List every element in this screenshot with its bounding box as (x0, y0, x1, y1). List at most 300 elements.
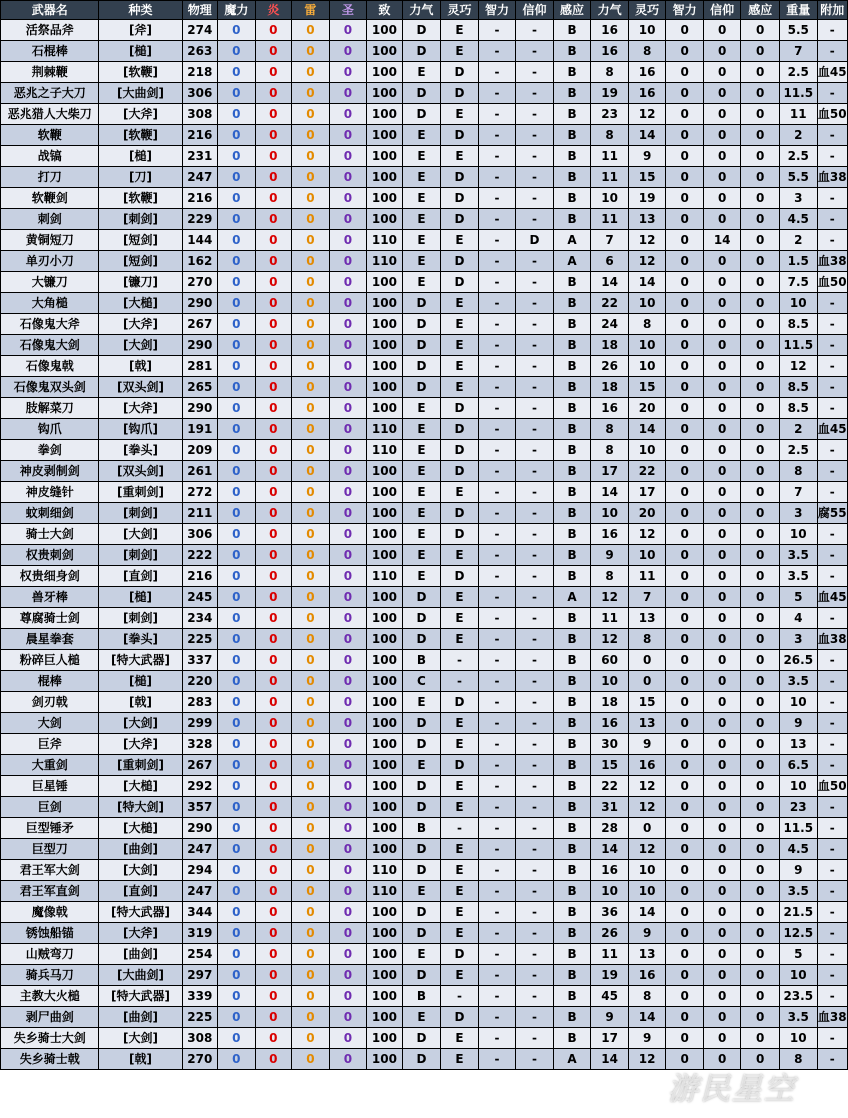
cell-s-str: D (402, 335, 441, 356)
cell-s-arc: B (553, 1028, 591, 1049)
table-row (1, 650, 848, 671)
cell-s-str: D (402, 608, 441, 629)
cell-s-arc: B (553, 83, 591, 104)
cell-r-dex: 20 (628, 503, 666, 524)
cell-lightning: 0 (292, 440, 330, 461)
cell-s-str: D (402, 314, 441, 335)
cell-type: [拳头] (99, 440, 182, 461)
cell-extra: 血50 (817, 104, 847, 125)
cell-r-arc: 0 (741, 797, 780, 818)
cell-holy: 0 (329, 587, 367, 608)
cell-s-fai: - (516, 923, 554, 944)
cell-phys: 339 (182, 986, 218, 1007)
cell-name: 山贼弯刀 (1, 944, 99, 965)
cell-r-arc: 0 (741, 671, 780, 692)
table-row (1, 503, 848, 524)
cell-holy: 0 (329, 692, 367, 713)
cell-s-int: - (478, 692, 516, 713)
cell-magic: 0 (218, 608, 256, 629)
cell-s-int: - (478, 902, 516, 923)
cell-r-str: 10 (591, 881, 629, 902)
cell-r-fai: 0 (703, 1007, 741, 1028)
cell-r-dex: 14 (628, 272, 666, 293)
cell-s-dex: E (441, 377, 479, 398)
cell-crit: 100 (367, 482, 403, 503)
cell-type: [大槌] (99, 818, 182, 839)
cell-magic: 0 (218, 587, 256, 608)
cell-r-arc: 0 (741, 272, 780, 293)
cell-s-fai: - (516, 503, 554, 524)
cell-weight: 8.5 (779, 377, 817, 398)
cell-extra: - (817, 545, 847, 566)
cell-extra: - (817, 734, 847, 755)
cell-s-dex: D (441, 461, 479, 482)
cell-fire: 0 (255, 503, 292, 524)
cell-s-arc: B (553, 167, 591, 188)
cell-name: 大重剑 (1, 755, 99, 776)
cell-crit: 100 (367, 629, 403, 650)
cell-s-int: - (478, 965, 516, 986)
cell-extra: - (817, 608, 847, 629)
cell-r-arc: 0 (741, 20, 780, 41)
cell-magic: 0 (218, 818, 256, 839)
cell-r-int: 0 (666, 83, 704, 104)
cell-s-int: - (478, 377, 516, 398)
cell-name: 打刀 (1, 167, 99, 188)
cell-phys: 290 (182, 818, 218, 839)
cell-magic: 0 (218, 923, 256, 944)
cell-s-str: D (402, 1049, 441, 1070)
cell-r-fai: 0 (703, 440, 741, 461)
table-row (1, 314, 848, 335)
cell-extra: - (817, 125, 847, 146)
cell-r-int: 0 (666, 377, 704, 398)
cell-extra: - (817, 20, 847, 41)
cell-s-int: - (478, 713, 516, 734)
cell-type: [重刺剑] (99, 755, 182, 776)
cell-phys: 162 (182, 251, 218, 272)
cell-r-str: 36 (591, 902, 629, 923)
cell-type: [戟] (99, 356, 182, 377)
cell-s-fai: - (516, 608, 554, 629)
cell-r-int: 0 (666, 734, 704, 755)
cell-name: 荆棘鞭 (1, 62, 99, 83)
cell-extra: 血45 (817, 419, 847, 440)
cell-r-int: 0 (666, 902, 704, 923)
cell-fire: 0 (255, 671, 292, 692)
table-row (1, 902, 848, 923)
cell-phys: 247 (182, 839, 218, 860)
cell-r-str: 26 (591, 356, 629, 377)
cell-r-str: 26 (591, 923, 629, 944)
cell-magic: 0 (218, 755, 256, 776)
cell-name: 失乡骑士大剑 (1, 1028, 99, 1049)
cell-r-dex: 17 (628, 482, 666, 503)
cell-r-dex: 12 (628, 104, 666, 125)
cell-s-arc: B (553, 293, 591, 314)
cell-holy: 0 (329, 20, 367, 41)
cell-s-fai: - (516, 461, 554, 482)
table-row (1, 41, 848, 62)
cell-holy: 0 (329, 797, 367, 818)
cell-holy: 0 (329, 440, 367, 461)
cell-r-str: 11 (591, 944, 629, 965)
cell-s-str: E (402, 503, 441, 524)
column-header-s-arc: 感应 (553, 1, 591, 20)
cell-name: 剥尸曲剑 (1, 1007, 99, 1028)
cell-weight: 5.5 (779, 167, 817, 188)
cell-holy: 0 (329, 314, 367, 335)
cell-s-arc: B (553, 671, 591, 692)
cell-name: 石像鬼大剑 (1, 335, 99, 356)
cell-holy: 0 (329, 398, 367, 419)
cell-holy: 0 (329, 482, 367, 503)
cell-name: 巨斧 (1, 734, 99, 755)
cell-s-str: B (402, 818, 441, 839)
cell-r-fai: 0 (703, 797, 741, 818)
cell-s-arc: A (553, 251, 591, 272)
table-row (1, 230, 848, 251)
cell-s-int: - (478, 419, 516, 440)
cell-s-arc: B (553, 986, 591, 1007)
cell-crit: 100 (367, 1049, 403, 1070)
cell-holy: 0 (329, 713, 367, 734)
cell-r-dex: 10 (628, 881, 666, 902)
column-header-r-arc: 感应 (741, 1, 780, 20)
cell-crit: 100 (367, 902, 403, 923)
cell-r-dex: 19 (628, 188, 666, 209)
cell-magic: 0 (218, 335, 256, 356)
cell-holy: 0 (329, 965, 367, 986)
cell-name: 失乡骑士戟 (1, 1049, 99, 1070)
table-header (1, 1, 848, 20)
cell-r-dex: 10 (628, 356, 666, 377)
cell-r-dex: 15 (628, 377, 666, 398)
cell-s-dex: E (441, 965, 479, 986)
cell-s-str: E (402, 251, 441, 272)
cell-r-dex: 14 (628, 125, 666, 146)
cell-crit: 100 (367, 125, 403, 146)
cell-s-str: D (402, 965, 441, 986)
cell-crit: 100 (367, 986, 403, 1007)
cell-extra: 血38 (817, 629, 847, 650)
cell-s-dex: D (441, 944, 479, 965)
cell-s-fai: - (516, 545, 554, 566)
table-row (1, 692, 848, 713)
table-row (1, 398, 848, 419)
cell-s-str: D (402, 41, 441, 62)
cell-crit: 100 (367, 209, 403, 230)
cell-fire: 0 (255, 230, 292, 251)
cell-s-str: D (402, 839, 441, 860)
table-row (1, 251, 848, 272)
cell-r-str: 16 (591, 524, 629, 545)
cell-type: [大曲剑] (99, 965, 182, 986)
cell-s-int: - (478, 104, 516, 125)
cell-holy: 0 (329, 902, 367, 923)
cell-s-fai: - (516, 146, 554, 167)
cell-crit: 100 (367, 839, 403, 860)
cell-r-int: 0 (666, 587, 704, 608)
cell-phys: 290 (182, 398, 218, 419)
cell-weight: 3 (779, 503, 817, 524)
cell-s-fai: - (516, 566, 554, 587)
cell-r-int: 0 (666, 230, 704, 251)
cell-s-dex: - (441, 671, 479, 692)
cell-r-fai: 0 (703, 1028, 741, 1049)
cell-s-dex: D (441, 167, 479, 188)
cell-extra: - (817, 818, 847, 839)
cell-r-fai: 0 (703, 41, 741, 62)
cell-r-fai: 0 (703, 524, 741, 545)
cell-r-dex: 12 (628, 797, 666, 818)
cell-s-int: - (478, 293, 516, 314)
cell-crit: 110 (367, 230, 403, 251)
cell-s-str: E (402, 461, 441, 482)
cell-weight: 23 (779, 797, 817, 818)
cell-weight: 3.5 (779, 671, 817, 692)
cell-r-fai: 0 (703, 356, 741, 377)
cell-r-int: 0 (666, 776, 704, 797)
cell-r-str: 18 (591, 377, 629, 398)
cell-s-str: D (402, 860, 441, 881)
cell-r-fai: 0 (703, 587, 741, 608)
cell-r-fai: 0 (703, 20, 741, 41)
cell-r-dex: 22 (628, 461, 666, 482)
cell-r-fai: 0 (703, 125, 741, 146)
cell-r-fai: 0 (703, 419, 741, 440)
cell-phys: 225 (182, 629, 218, 650)
cell-phys: 299 (182, 713, 218, 734)
cell-holy: 0 (329, 188, 367, 209)
cell-r-str: 45 (591, 986, 629, 1007)
cell-s-arc: B (553, 566, 591, 587)
cell-name: 魔像戟 (1, 902, 99, 923)
cell-r-dex: 12 (628, 776, 666, 797)
cell-s-str: B (402, 650, 441, 671)
cell-s-dex: D (441, 692, 479, 713)
cell-r-arc: 0 (741, 902, 780, 923)
cell-s-dex: E (441, 146, 479, 167)
cell-r-arc: 0 (741, 692, 780, 713)
cell-holy: 0 (329, 545, 367, 566)
cell-s-arc: B (553, 314, 591, 335)
cell-s-int: - (478, 797, 516, 818)
cell-r-str: 8 (591, 440, 629, 461)
cell-r-str: 11 (591, 209, 629, 230)
cell-weight: 5 (779, 944, 817, 965)
cell-r-str: 14 (591, 839, 629, 860)
cell-r-fai: 0 (703, 503, 741, 524)
cell-s-fai: - (516, 881, 554, 902)
cell-r-int: 0 (666, 104, 704, 125)
cell-phys: 357 (182, 797, 218, 818)
cell-s-int: - (478, 83, 516, 104)
cell-magic: 0 (218, 167, 256, 188)
cell-r-int: 0 (666, 146, 704, 167)
table-row (1, 923, 848, 944)
cell-lightning: 0 (292, 587, 330, 608)
cell-lightning: 0 (292, 608, 330, 629)
cell-type: [直剑] (99, 566, 182, 587)
cell-s-str: D (402, 293, 441, 314)
cell-extra: 血50 (817, 776, 847, 797)
cell-phys: 191 (182, 419, 218, 440)
cell-type: [软鞭] (99, 188, 182, 209)
cell-lightning: 0 (292, 797, 330, 818)
cell-phys: 225 (182, 1007, 218, 1028)
cell-magic: 0 (218, 650, 256, 671)
cell-magic: 0 (218, 1028, 256, 1049)
cell-type: [大斧] (99, 923, 182, 944)
cell-r-int: 0 (666, 650, 704, 671)
table-row (1, 1007, 848, 1028)
cell-r-int: 0 (666, 692, 704, 713)
cell-extra: 血50 (817, 272, 847, 293)
table-row (1, 566, 848, 587)
cell-phys: 216 (182, 125, 218, 146)
cell-r-int: 0 (666, 272, 704, 293)
cell-fire: 0 (255, 314, 292, 335)
table-row (1, 167, 848, 188)
cell-r-str: 8 (591, 62, 629, 83)
cell-r-arc: 0 (741, 230, 780, 251)
cell-s-str: E (402, 188, 441, 209)
cell-r-str: 12 (591, 587, 629, 608)
column-header-type: 种类 (99, 1, 182, 20)
cell-s-dex: E (441, 1049, 479, 1070)
cell-s-arc: B (553, 524, 591, 545)
cell-r-dex: 12 (628, 251, 666, 272)
cell-name: 巨型刀 (1, 839, 99, 860)
cell-name: 拳剑 (1, 440, 99, 461)
cell-phys: 306 (182, 524, 218, 545)
cell-r-int: 0 (666, 419, 704, 440)
cell-s-arc: B (553, 482, 591, 503)
table-row (1, 755, 848, 776)
cell-extra: 腐55 (817, 503, 847, 524)
cell-holy: 0 (329, 1028, 367, 1049)
cell-fire: 0 (255, 83, 292, 104)
cell-s-str: E (402, 881, 441, 902)
cell-s-dex: E (441, 104, 479, 125)
table-body (1, 20, 848, 1070)
cell-fire: 0 (255, 419, 292, 440)
cell-r-dex: 8 (628, 629, 666, 650)
cell-lightning: 0 (292, 545, 330, 566)
cell-s-dex: E (441, 482, 479, 503)
table-row (1, 839, 848, 860)
table-row (1, 608, 848, 629)
cell-weight: 8 (779, 461, 817, 482)
cell-lightning: 0 (292, 1028, 330, 1049)
cell-r-str: 22 (591, 776, 629, 797)
cell-fire: 0 (255, 944, 292, 965)
cell-s-int: - (478, 1028, 516, 1049)
cell-extra: - (817, 461, 847, 482)
cell-name: 晨星拳套 (1, 629, 99, 650)
cell-s-dex: E (441, 881, 479, 902)
cell-s-int: - (478, 587, 516, 608)
cell-extra: - (817, 1028, 847, 1049)
cell-name: 巨星锤 (1, 776, 99, 797)
cell-s-dex: D (441, 1007, 479, 1028)
table-row (1, 587, 848, 608)
cell-s-dex: E (441, 608, 479, 629)
cell-r-arc: 0 (741, 860, 780, 881)
cell-r-arc: 0 (741, 146, 780, 167)
cell-extra: - (817, 314, 847, 335)
cell-s-arc: B (553, 944, 591, 965)
cell-r-fai: 0 (703, 902, 741, 923)
cell-weight: 2 (779, 419, 817, 440)
cell-lightning: 0 (292, 818, 330, 839)
cell-type: [直剑] (99, 881, 182, 902)
cell-extra: - (817, 902, 847, 923)
cell-magic: 0 (218, 860, 256, 881)
cell-name: 神皮剥制剑 (1, 461, 99, 482)
column-header-magic: 魔力 (218, 1, 256, 20)
cell-r-int: 0 (666, 608, 704, 629)
cell-lightning: 0 (292, 209, 330, 230)
cell-fire: 0 (255, 20, 292, 41)
cell-r-arc: 0 (741, 965, 780, 986)
cell-holy: 0 (329, 419, 367, 440)
cell-r-str: 24 (591, 314, 629, 335)
cell-crit: 100 (367, 776, 403, 797)
cell-s-fai: - (516, 860, 554, 881)
column-header-r-fai: 信仰 (703, 1, 741, 20)
cell-s-dex: D (441, 251, 479, 272)
cell-fire: 0 (255, 104, 292, 125)
cell-r-str: 8 (591, 125, 629, 146)
cell-r-fai: 0 (703, 986, 741, 1007)
cell-r-int: 0 (666, 356, 704, 377)
table-row (1, 356, 848, 377)
cell-r-int: 0 (666, 524, 704, 545)
cell-name: 巨型锤矛 (1, 818, 99, 839)
cell-r-dex: 12 (628, 230, 666, 251)
table-row (1, 419, 848, 440)
cell-fire: 0 (255, 566, 292, 587)
cell-weight: 10 (779, 1028, 817, 1049)
table-row (1, 335, 848, 356)
cell-r-int: 0 (666, 839, 704, 860)
cell-r-arc: 0 (741, 545, 780, 566)
cell-r-int: 0 (666, 965, 704, 986)
cell-s-dex: E (441, 356, 479, 377)
cell-fire: 0 (255, 587, 292, 608)
cell-s-int: - (478, 839, 516, 860)
cell-r-str: 16 (591, 860, 629, 881)
cell-magic: 0 (218, 209, 256, 230)
cell-r-dex: 14 (628, 902, 666, 923)
cell-fire: 0 (255, 986, 292, 1007)
cell-r-arc: 0 (741, 314, 780, 335)
cell-s-str: E (402, 566, 441, 587)
cell-s-fai: - (516, 1049, 554, 1070)
cell-r-fai: 0 (703, 608, 741, 629)
cell-name: 粉碎巨人槌 (1, 650, 99, 671)
table-row (1, 629, 848, 650)
cell-holy: 0 (329, 566, 367, 587)
cell-weight: 10 (779, 524, 817, 545)
cell-crit: 100 (367, 398, 403, 419)
cell-weight: 4.5 (779, 209, 817, 230)
cell-weight: 7 (779, 41, 817, 62)
cell-phys: 319 (182, 923, 218, 944)
cell-phys: 216 (182, 566, 218, 587)
